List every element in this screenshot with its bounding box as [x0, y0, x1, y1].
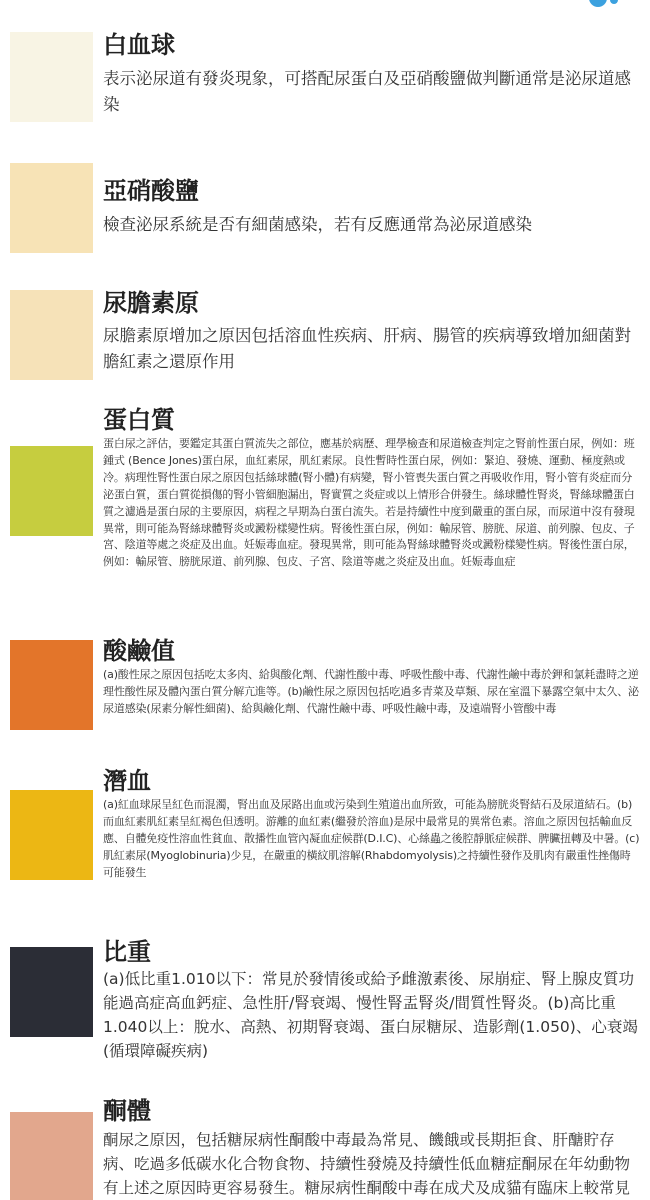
item-title: 潛血: [103, 767, 151, 795]
item-description: 檢查泌尿系統是否有細菌感染，若有反應通常為泌尿道感染: [103, 215, 532, 234]
item-title: 尿膽素原: [103, 289, 199, 317]
item-title: 酮體: [103, 1097, 151, 1125]
item-title: 比重: [103, 938, 151, 966]
item-title: 蛋白質: [103, 406, 175, 434]
item-description: 酮尿之原因，包括糖尿病性酮酸中毒最為常見、饑餓或長期拒食、肝醣貯存病、吃過多低碳水化合物食物、持續性發燒及持續性低血糖症酮尿在年幼動物有上述之原因時更容易發生。糖尿病性酮酸中毒在成犬及成貓有臨床上較常見: [103, 1131, 631, 1197]
item-description: 表示泌尿道有發炎現象，可搭配尿蛋白及亞硝酸鹽做判斷通常是泌尿道感染: [103, 69, 631, 114]
color-swatch-ph: [10, 640, 93, 730]
color-swatch-urobilinogen: [10, 290, 93, 380]
item-description: 尿膽素原增加之原因包括溶血性疾病、肝病、腸管的疾病導致增加細菌對膽紅素之還原作用: [103, 326, 631, 371]
color-swatch-white-blood-cells: [10, 32, 93, 122]
brand-logo-fragment-icon: [586, 0, 626, 12]
item-description: (a)酸性尿之原因包括吃太多肉、給與酸化劑、代謝性酸中毒、呼吸性酸中毒、代謝性鹼中毒於鉀和氯耗盡時之逆理性酸性尿及體內蛋白質分解亢進等。(b)鹼性尿之原因包括吃過多青菜及草類、尿在室溫下暴露空氣中太久、泌尿道感染(尿素分解性細菌)、給與鹼化劑、代謝性鹼中毒、呼吸性鹼中毒，及遠端腎小管酸中毒: [103, 668, 639, 715]
item-title: 酸鹼值: [103, 637, 175, 665]
item-title: 白血球: [103, 31, 175, 59]
item-description: 蛋白尿之評估，要鑑定其蛋白質流失之部位，應基於病歷、理學檢查和尿道檢查判定之腎前性蛋白尿，例如：班鍾式 (Bence Jones)蛋白尿，血紅素尿，肌紅素尿。良性暫時性蛋白尿，例如：緊迫、發燒、運動、極度熱或冷。病理性腎性蛋白尿之原因包括絲球體(腎小體)有病變，腎小管喪失蛋白質之再吸收作用，腎小管有炎症而分泌蛋白質，蛋白質從損傷的腎小管細胞漏出，腎實質之炎症或以上情形合併發生。絲球體性腎炎，腎絲球體蛋白質之濾過是蛋白尿的主要原因，病程之早期為白蛋白流失。若是持續性中度到嚴重的蛋白尿，而尿道中沒有發現異常，則可能為腎絲球體腎炎或澱粉樣變性病。腎後性蛋白尿，例如：輸尿管、膀胱、尿道、前列腺、包皮、子宮、陰道等處之炎症及出血。妊娠毒血症。發現異常，則可能為腎絲球體腎炎或澱粉樣變性病。腎後性蛋白尿，例如：輸尿管、膀胱尿道、前列腺、包皮、子宮、陰道等處之炎症及出血。妊娠毒血症: [103, 437, 635, 569]
item-title: 亞硝酸鹽: [103, 177, 199, 205]
color-swatch-specific-gravity: [10, 947, 93, 1037]
color-swatch-ketone: [10, 1112, 93, 1200]
item-description: (a)低比重1.010以下：常見於發情後或給予雌激素後、尿崩症、腎上腺皮質功能過高症高血鈣症、急性肝/腎衰竭、慢性腎盂腎炎/間質性腎炎。(b)高比重1.040以上：脫水、高熱、初期腎衰竭、蛋白尿糖尿、造影劑(1.050)、心衰竭(循環障礙疾病): [103, 970, 638, 1060]
color-swatch-occult-blood: [10, 790, 93, 880]
color-swatch-nitrite: [10, 163, 93, 253]
item-description: (a)紅血球尿呈紅色而混濁，腎出血及尿路出血或污染到生殖道出血所致，可能為膀胱炎腎結石及尿道結石。(b)而血紅素肌紅素呈紅褐色但透明。游離的血紅素(繼發於溶血)是尿中最常見的異常色素。溶血之原因包括輸血反應、自體免疫性溶血性貧血、散播性血管內凝血症候群(D.I.C)、心絲蟲之後腔靜脈症候群、脾臟扭轉及中暑。(c)肌紅素尿(Myoglobinuria)少見，在嚴重的橫紋肌溶解(Rhabdomyolysis)之持續性發作及肌肉有嚴重性挫傷時可能發生: [103, 798, 640, 879]
color-swatch-protein: [10, 446, 93, 536]
